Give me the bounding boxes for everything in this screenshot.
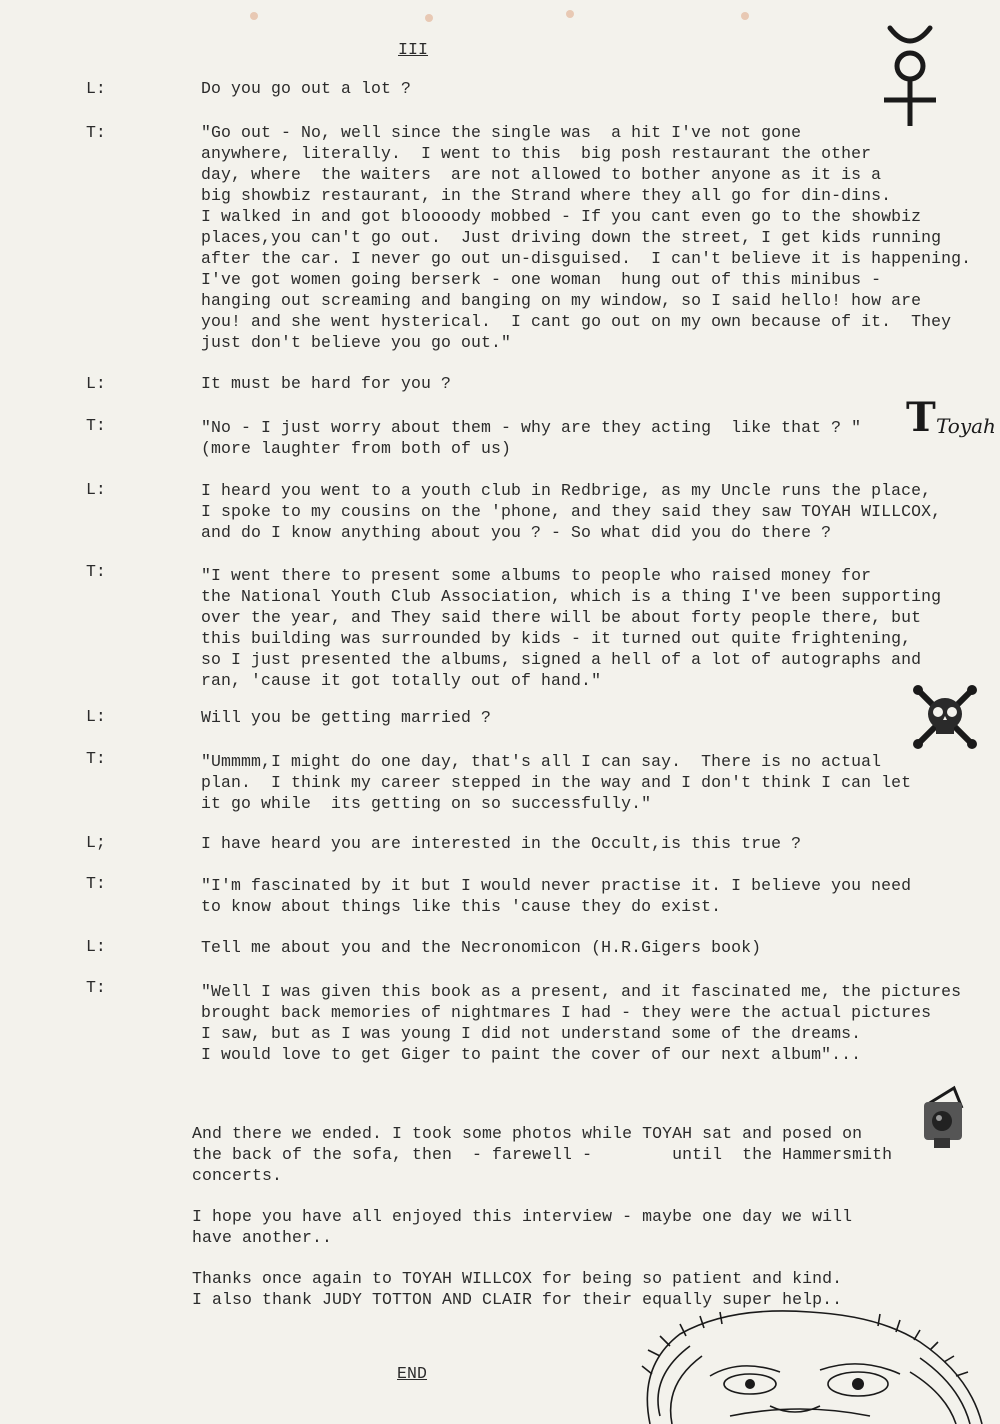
dialogue-line: big showbiz restaurant, in the Strand where they all go for din-dins. xyxy=(201,186,892,205)
speaker-label: T: xyxy=(86,874,106,893)
speaker-label: L: xyxy=(86,707,106,726)
closing-line: I also thank JUDY TOTTON AND CLAIR for their equally super help.. xyxy=(192,1290,843,1309)
dialogue-line: I heard you went to a youth club in Redbrige, as my Uncle runs the place, xyxy=(201,481,932,500)
dialogue-line: I have heard you are interested in the Occult,is this true ? xyxy=(201,834,802,853)
dialogue-line: I've got women going berserk - one woman hung out of this minibus - xyxy=(201,270,882,289)
speaker-label: T: xyxy=(86,749,106,768)
dialogue-line: ran, 'cause it got totally out of hand." xyxy=(201,671,602,690)
dialogue-line: "Go out - No, well since the single was a hit I've not gone xyxy=(201,123,802,142)
dialogue-line: "Ummmm,I might do one day, that's all I can say. There is no actual xyxy=(201,752,882,771)
paper-mark xyxy=(250,12,258,20)
face-sketch-icon xyxy=(620,1306,1000,1424)
dialogue-line: over the year, and They said there will be about forty people there, but xyxy=(201,608,922,627)
closing-line: the back of the sofa, then - farewell - until the Hammersmith xyxy=(192,1145,893,1164)
dialogue-line: It must be hard for you ? xyxy=(201,374,452,393)
speaker-label: T: xyxy=(86,416,106,435)
speaker-label: T: xyxy=(86,978,106,997)
dialogue-line: "Well I was given this book as a present, and it fascinated me, the pictures xyxy=(201,982,962,1001)
skull-crossbones-icon xyxy=(912,684,978,750)
dialogue-line: "I went there to present some albums to people who raised money for xyxy=(201,566,872,585)
paper-mark xyxy=(741,12,749,20)
speaker-label: L: xyxy=(86,79,106,98)
speaker-label: L: xyxy=(86,937,106,956)
closing-line: concerts. xyxy=(192,1166,283,1185)
end-marker: END xyxy=(397,1364,428,1383)
dialogue-line: just don't believe you go out." xyxy=(201,333,512,352)
dialogue-line: (more laughter from both of us) xyxy=(201,439,512,458)
dialogue-line: after the car. I never go out un-disguised. I can't believe it is happening. xyxy=(201,249,972,268)
speaker-label: L: xyxy=(86,374,106,393)
toyah-signature: T Toyah xyxy=(906,394,996,441)
dialogue-line: "I'm fascinated by it but I would never practise it. I believe you need xyxy=(201,876,912,895)
closing-line: Thanks once again to TOYAH WILLCOX for being so patient and kind. xyxy=(192,1269,843,1288)
closing-line: And there we ended. I took some photos while TOYAH sat and posed on xyxy=(192,1124,863,1143)
camera-icon xyxy=(914,1080,970,1150)
page-heading: III xyxy=(398,40,429,59)
closing-line: I hope you have all enjoyed this interview - maybe one day we will xyxy=(192,1207,853,1226)
paper-mark xyxy=(425,14,433,22)
dialogue-line: brought back memories of nightmares I had - they were the actual pictures xyxy=(201,1003,932,1022)
dialogue-line: Will you be getting married ? xyxy=(201,708,492,727)
dialogue-line: so I just presented the albums, signed a hell of a lot of autographs and xyxy=(201,650,922,669)
dialogue-line: hanging out screaming and banging on my window, so I said hello! how are xyxy=(201,291,922,310)
dialogue-line: you! and she went hysterical. I cant go out on my own because of it. They xyxy=(201,312,952,331)
speaker-label: T: xyxy=(86,123,106,142)
paper-mark xyxy=(566,10,574,18)
dialogue-line: I walked in and got bloooody mobbed - If you cant even go to the showbiz xyxy=(201,207,922,226)
closing-line: have another.. xyxy=(192,1228,333,1247)
mercury-symbol-icon xyxy=(880,20,940,132)
speaker-label: L; xyxy=(86,833,106,852)
dialogue-line: anywhere, literally. I went to this big posh restaurant the other xyxy=(201,144,872,163)
dialogue-line: Tell me about you and the Necronomicon (H.R.Gigers book) xyxy=(201,938,762,957)
dialogue-line: it go while its getting on so successfully." xyxy=(201,794,652,813)
dialogue-line: this building was surrounded by kids - it turned out quite frightening, xyxy=(201,629,912,648)
dialogue-line: I saw, but as I was young I did not understand some of the dreams. xyxy=(201,1024,862,1043)
speaker-label: T: xyxy=(86,562,106,581)
dialogue-line: I would love to get Giger to paint the cover of our next album"... xyxy=(201,1045,862,1064)
dialogue-line: to know about things like this 'cause they do exist. xyxy=(201,897,722,916)
dialogue-line: plan. I think my career stepped in the way and I don't think I can let xyxy=(201,773,912,792)
speaker-label: L: xyxy=(86,480,106,499)
dialogue-line: "No - I just worry about them - why are they acting like that ? " xyxy=(201,418,862,437)
dialogue-line: Do you go out a lot ? xyxy=(201,79,412,98)
dialogue-line: and do I know anything about you ? - So what did you do there ? xyxy=(201,523,832,542)
signature-text: Toyah xyxy=(936,414,996,438)
dialogue-line: the National Youth Club Association, which is a thing I've been supporting xyxy=(201,587,942,606)
dialogue-line: places,you can't go out. Just driving down the street, I get kids running xyxy=(201,228,942,247)
dialogue-line: day, where the waiters are not allowed to bother anyone as it is a xyxy=(201,165,882,184)
dialogue-line: I spoke to my cousins on the 'phone, and they said they saw TOYAH WILLCOX, xyxy=(201,502,942,521)
